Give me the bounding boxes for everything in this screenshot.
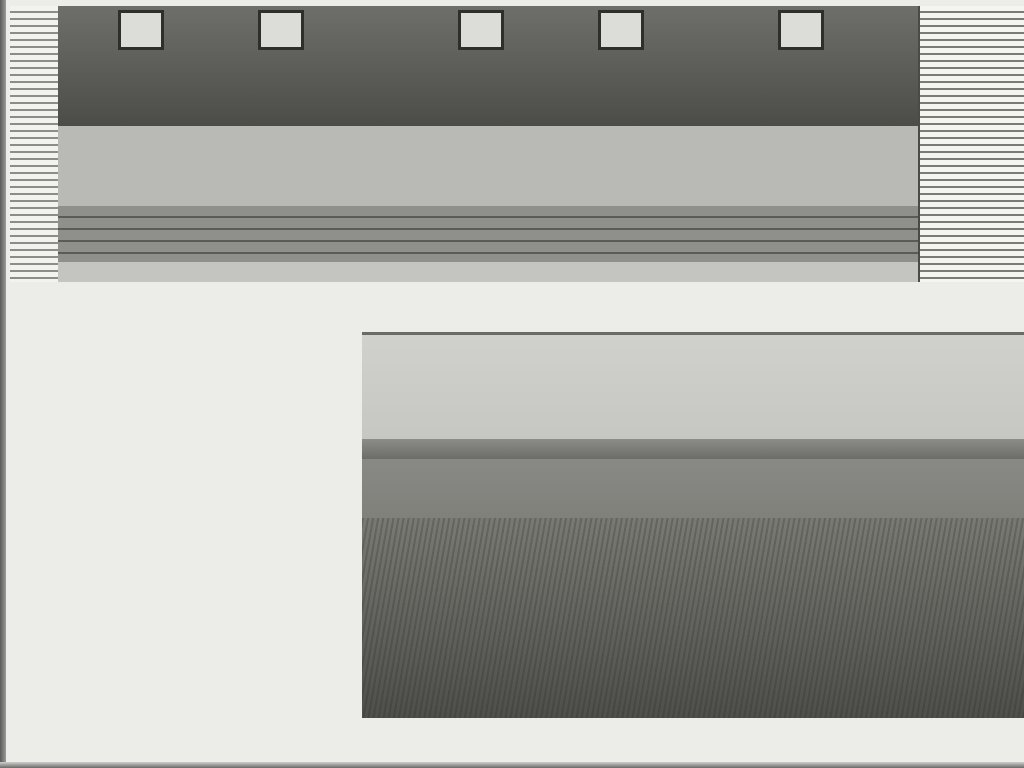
porch-steps xyxy=(58,206,918,266)
building-wall xyxy=(58,6,918,126)
grass-field xyxy=(362,518,1024,718)
page-edge-shadow xyxy=(0,762,1024,768)
window xyxy=(458,10,504,50)
article-text-column xyxy=(88,330,336,337)
document-page xyxy=(4,0,1024,768)
team-photo-winning-team-1933 xyxy=(362,332,1024,718)
window xyxy=(598,10,644,50)
window xyxy=(118,10,164,50)
group-photo-shanghai-scottish-1934 xyxy=(10,6,1024,282)
window xyxy=(778,10,824,50)
page-edge-shadow xyxy=(0,0,6,768)
ground xyxy=(58,262,918,282)
treeline xyxy=(362,439,1024,459)
window xyxy=(258,10,304,50)
building-siding-right xyxy=(918,6,1024,282)
building-siding-left xyxy=(10,6,58,282)
